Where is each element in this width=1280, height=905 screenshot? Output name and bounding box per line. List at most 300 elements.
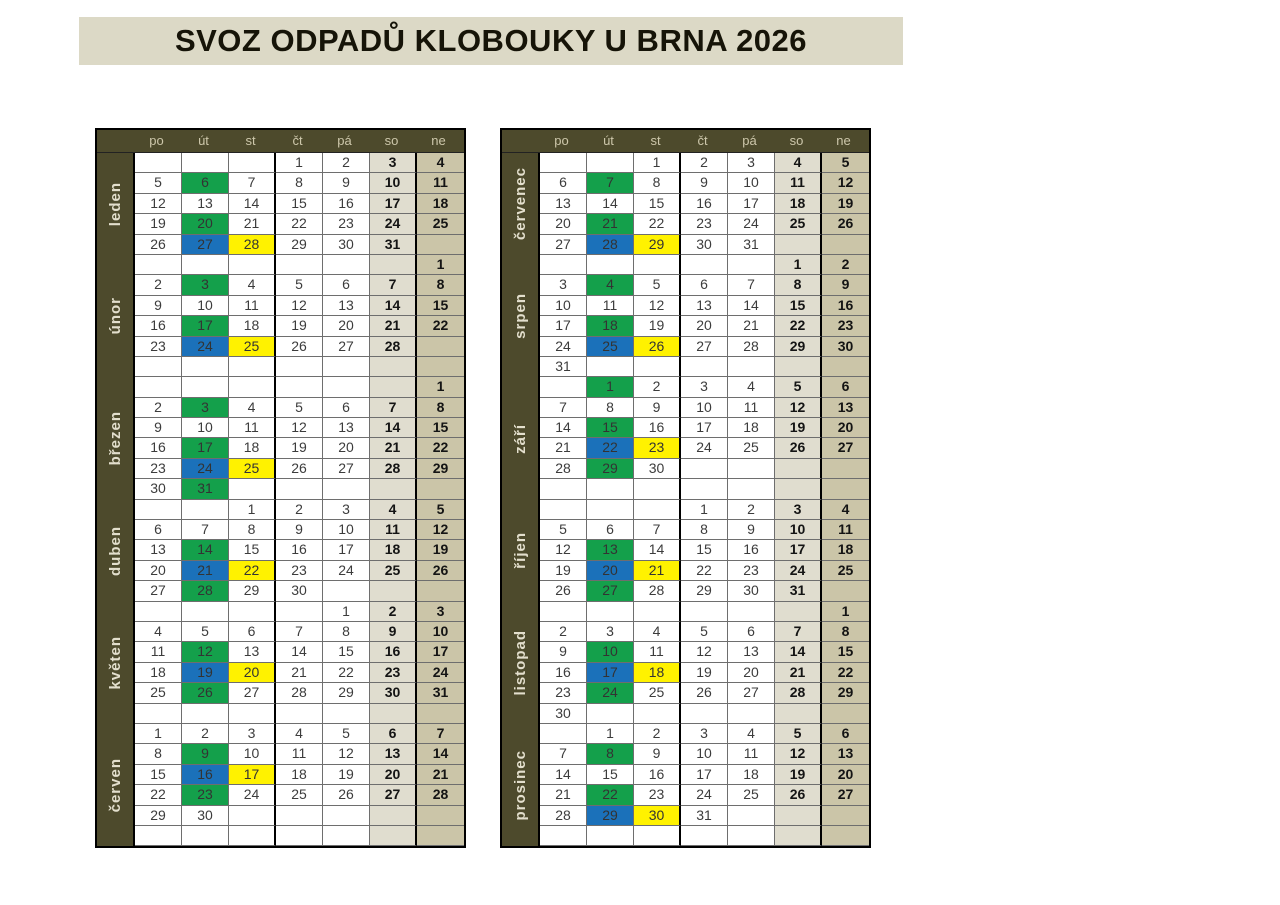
month-label: říjen	[511, 532, 529, 569]
day-cell	[728, 479, 775, 499]
day-cell: 6	[681, 275, 728, 295]
day-cell	[135, 255, 182, 275]
day-cell: 10	[370, 173, 417, 193]
day-cell: 10	[323, 520, 370, 540]
day-cell: 11	[276, 744, 323, 764]
day-cell: 20	[540, 214, 587, 234]
day-cell: 16	[634, 765, 681, 785]
day-cell: 28	[229, 235, 276, 255]
day-cell: 25	[822, 561, 869, 581]
day-cell	[634, 479, 681, 499]
day-cell: 23	[540, 683, 587, 703]
week-row	[135, 806, 464, 826]
day-cell: 23	[135, 337, 182, 357]
day-cell	[681, 479, 728, 499]
day-cell: 12	[135, 194, 182, 214]
day-cell	[229, 377, 276, 397]
day-cell: 11	[417, 173, 464, 193]
day-cell: 28	[540, 459, 587, 479]
day-cell: 10	[229, 744, 276, 764]
day-cell	[135, 704, 182, 724]
week-row	[135, 500, 464, 520]
day-cell: 9	[323, 173, 370, 193]
day-cell: 8	[634, 173, 681, 193]
day-cell	[775, 235, 822, 255]
day-cell	[587, 704, 634, 724]
day-cell: 12	[540, 540, 587, 560]
day-cell: 19	[775, 418, 822, 438]
day-cell: 9	[728, 520, 775, 540]
day-cell: 16	[135, 438, 182, 458]
day-cell: 13	[587, 540, 634, 560]
day-cell: 23	[135, 459, 182, 479]
day-cell: 15	[587, 765, 634, 785]
day-cell: 8	[587, 744, 634, 764]
day-cell: 14	[417, 744, 464, 764]
day-cell	[135, 500, 182, 520]
day-cell: 5	[182, 622, 229, 642]
weeks-grid	[538, 377, 869, 499]
week-row	[540, 459, 869, 479]
day-cell: 29	[681, 581, 728, 601]
day-cell: 10	[728, 173, 775, 193]
week-row	[135, 724, 464, 744]
day-cell: 3	[229, 724, 276, 744]
day-cell	[540, 500, 587, 520]
day-cell: 16	[822, 296, 869, 316]
day-cell: 7	[775, 622, 822, 642]
day-cell: 17	[728, 194, 775, 214]
week-row	[540, 296, 869, 316]
day-cell: 3	[775, 500, 822, 520]
weekday-header: st	[245, 133, 256, 148]
day-cell: 13	[681, 296, 728, 316]
day-cell: 8	[229, 520, 276, 540]
day-cell: 7	[540, 398, 587, 418]
week-row	[135, 316, 464, 336]
day-cell: 26	[323, 785, 370, 805]
month-row-group	[97, 153, 464, 255]
day-cell: 8	[417, 398, 464, 418]
day-cell: 26	[775, 785, 822, 805]
day-cell: 23	[634, 438, 681, 458]
week-row	[135, 663, 464, 683]
day-cell: 7	[370, 275, 417, 295]
day-cell: 3	[182, 398, 229, 418]
day-cell: 28	[276, 683, 323, 703]
week-row	[540, 377, 869, 397]
day-cell: 21	[370, 316, 417, 336]
day-cell: 21	[775, 663, 822, 683]
day-cell: 2	[182, 724, 229, 744]
day-cell: 30	[323, 235, 370, 255]
day-cell: 26	[276, 337, 323, 357]
day-cell: 12	[634, 296, 681, 316]
day-cell: 10	[540, 296, 587, 316]
day-cell: 6	[323, 275, 370, 295]
day-cell: 9	[634, 744, 681, 764]
day-cell: 4	[728, 377, 775, 397]
day-cell	[417, 806, 464, 826]
day-cell	[681, 357, 728, 377]
week-row	[135, 357, 464, 377]
page-title: SVOZ ODPADŮ KLOBOUKY U BRNA 2026	[174, 23, 808, 58]
weekday-header: ne	[836, 133, 851, 148]
day-cell: 26	[182, 683, 229, 703]
month-row-group	[97, 255, 464, 377]
day-cell	[323, 806, 370, 826]
week-row	[135, 459, 464, 479]
day-cell: 16	[681, 194, 728, 214]
day-cell: 25	[417, 214, 464, 234]
day-cell: 9	[135, 418, 182, 438]
month-label: leden	[106, 181, 124, 227]
day-cell	[229, 255, 276, 275]
week-row	[135, 337, 464, 357]
day-cell: 5	[276, 275, 323, 295]
day-cell	[370, 377, 417, 397]
month-row-group	[502, 724, 869, 846]
day-cell: 23	[681, 214, 728, 234]
day-cell: 12	[276, 418, 323, 438]
day-cell: 5	[135, 173, 182, 193]
day-cell	[540, 479, 587, 499]
day-cell: 7	[417, 724, 464, 744]
day-cell: 16	[182, 765, 229, 785]
day-cell: 26	[417, 561, 464, 581]
weeks-grid	[538, 724, 869, 846]
day-cell: 21	[276, 663, 323, 683]
day-cell: 11	[229, 296, 276, 316]
day-cell	[276, 704, 323, 724]
day-cell: 12	[775, 398, 822, 418]
weekday-header: út	[603, 133, 614, 148]
day-cell: 30	[681, 235, 728, 255]
month-sidebar	[502, 500, 538, 602]
day-cell	[775, 479, 822, 499]
day-cell	[370, 479, 417, 499]
day-cell: 24	[681, 438, 728, 458]
week-row	[540, 153, 869, 173]
week-row	[135, 602, 464, 622]
week-row	[540, 622, 869, 642]
week-row	[540, 479, 869, 499]
day-cell: 22	[229, 561, 276, 581]
day-cell	[182, 377, 229, 397]
month-label: prosinec	[511, 749, 529, 821]
day-cell: 29	[587, 806, 634, 826]
day-cell: 13	[323, 418, 370, 438]
day-cell: 23	[182, 785, 229, 805]
month-label: květen	[106, 636, 124, 690]
week-row	[135, 826, 464, 846]
day-cell	[370, 826, 417, 846]
day-cell: 12	[182, 642, 229, 662]
day-cell	[182, 704, 229, 724]
week-row	[540, 724, 869, 744]
day-cell: 15	[229, 540, 276, 560]
month-label: červenec	[511, 167, 529, 241]
day-cell: 30	[822, 337, 869, 357]
day-cell: 30	[728, 581, 775, 601]
day-cell	[587, 602, 634, 622]
day-cell: 2	[276, 500, 323, 520]
month-sidebar	[97, 602, 133, 724]
day-cell: 26	[681, 683, 728, 703]
month-sidebar	[97, 724, 133, 846]
day-cell: 29	[775, 337, 822, 357]
day-cell: 25	[229, 337, 276, 357]
day-cell	[728, 806, 775, 826]
day-cell	[681, 826, 728, 846]
day-cell	[775, 806, 822, 826]
month-sidebar	[502, 602, 538, 724]
week-row	[540, 316, 869, 336]
day-cell: 27	[540, 235, 587, 255]
day-cell	[822, 235, 869, 255]
day-cell	[587, 826, 634, 846]
day-cell	[182, 357, 229, 377]
month-row-group	[502, 602, 869, 724]
day-cell: 7	[587, 173, 634, 193]
calendar-corner	[97, 130, 133, 152]
weeks-grid	[133, 377, 464, 499]
day-cell	[276, 479, 323, 499]
day-cell: 6	[182, 173, 229, 193]
day-cell	[135, 377, 182, 397]
day-cell: 24	[370, 214, 417, 234]
day-cell: 1	[587, 377, 634, 397]
day-cell: 5	[775, 377, 822, 397]
day-cell: 29	[822, 683, 869, 703]
week-row	[540, 581, 869, 601]
day-cell	[276, 255, 323, 275]
day-cell	[728, 357, 775, 377]
week-row	[135, 275, 464, 295]
day-cell: 11	[370, 520, 417, 540]
day-cell: 25	[276, 785, 323, 805]
day-cell	[634, 704, 681, 724]
week-row	[540, 602, 869, 622]
week-row	[540, 744, 869, 764]
month-row-group	[97, 377, 464, 499]
week-row	[135, 153, 464, 173]
day-cell: 19	[135, 214, 182, 234]
day-cell: 24	[587, 683, 634, 703]
day-cell: 15	[775, 296, 822, 316]
day-cell	[775, 602, 822, 622]
day-cell: 14	[587, 194, 634, 214]
day-cell: 26	[775, 438, 822, 458]
day-cell	[728, 255, 775, 275]
day-cell	[276, 602, 323, 622]
day-cell: 28	[417, 785, 464, 805]
month-row-group	[502, 500, 869, 602]
week-row	[135, 296, 464, 316]
day-cell: 19	[681, 663, 728, 683]
day-cell: 4	[229, 275, 276, 295]
day-cell: 24	[417, 663, 464, 683]
day-cell	[775, 704, 822, 724]
day-cell: 23	[822, 316, 869, 336]
month-label: září	[511, 423, 529, 454]
day-cell: 3	[681, 724, 728, 744]
weeks-grid	[133, 602, 464, 724]
day-cell: 27	[370, 785, 417, 805]
day-cell	[323, 826, 370, 846]
day-cell: 14	[775, 642, 822, 662]
day-cell: 1	[634, 153, 681, 173]
day-cell: 12	[323, 744, 370, 764]
day-cell: 6	[229, 622, 276, 642]
day-cell	[728, 704, 775, 724]
day-cell: 9	[634, 398, 681, 418]
day-cell: 23	[634, 785, 681, 805]
day-cell	[323, 377, 370, 397]
day-cell: 25	[229, 459, 276, 479]
day-cell: 20	[229, 663, 276, 683]
day-cell: 10	[587, 642, 634, 662]
day-cell: 7	[370, 398, 417, 418]
day-cell: 21	[587, 214, 634, 234]
day-cell: 21	[182, 561, 229, 581]
day-cell: 12	[276, 296, 323, 316]
day-cell: 31	[182, 479, 229, 499]
day-cell: 8	[822, 622, 869, 642]
day-cell	[135, 826, 182, 846]
week-row	[540, 173, 869, 193]
day-cell	[587, 500, 634, 520]
day-cell: 21	[417, 765, 464, 785]
day-cell: 14	[634, 540, 681, 560]
month-sidebar	[502, 377, 538, 499]
day-cell: 17	[775, 540, 822, 560]
day-cell	[182, 153, 229, 173]
day-cell: 12	[775, 744, 822, 764]
day-cell: 3	[681, 377, 728, 397]
month-label: červen	[106, 757, 124, 813]
day-cell: 24	[728, 214, 775, 234]
day-cell: 3	[540, 275, 587, 295]
day-cell	[417, 479, 464, 499]
week-row	[135, 622, 464, 642]
day-cell	[417, 581, 464, 601]
day-cell: 13	[370, 744, 417, 764]
weekday-header: pá	[742, 133, 757, 148]
day-cell: 27	[229, 683, 276, 703]
day-cell: 6	[135, 520, 182, 540]
day-cell: 19	[540, 561, 587, 581]
day-cell	[822, 704, 869, 724]
day-cell	[135, 357, 182, 377]
day-cell	[775, 357, 822, 377]
week-row	[540, 704, 869, 724]
day-cell: 14	[540, 765, 587, 785]
day-cell: 26	[540, 581, 587, 601]
day-cell	[276, 826, 323, 846]
week-row	[135, 744, 464, 764]
day-cell: 5	[681, 622, 728, 642]
week-row	[540, 561, 869, 581]
day-cell: 31	[681, 806, 728, 826]
day-cell: 14	[182, 540, 229, 560]
month-sidebar	[97, 377, 133, 499]
day-cell: 14	[540, 418, 587, 438]
day-cell	[775, 826, 822, 846]
day-cell: 21	[540, 438, 587, 458]
day-cell: 11	[822, 520, 869, 540]
week-row	[540, 765, 869, 785]
day-cell: 2	[728, 500, 775, 520]
day-cell	[822, 826, 869, 846]
day-cell: 10	[681, 398, 728, 418]
day-cell: 28	[775, 683, 822, 703]
day-cell: 4	[775, 153, 822, 173]
week-row	[135, 704, 464, 724]
day-cell: 1	[229, 500, 276, 520]
day-cell: 29	[229, 581, 276, 601]
day-cell: 7	[229, 173, 276, 193]
day-cell: 13	[540, 194, 587, 214]
day-cell: 27	[681, 337, 728, 357]
day-cell: 2	[135, 398, 182, 418]
day-cell: 4	[370, 500, 417, 520]
day-cell	[681, 255, 728, 275]
day-cell: 18	[728, 418, 775, 438]
day-cell: 8	[276, 173, 323, 193]
day-cell	[681, 602, 728, 622]
day-cell: 1	[135, 724, 182, 744]
day-cell: 11	[229, 418, 276, 438]
day-cell: 1	[587, 724, 634, 744]
title-bar	[79, 17, 903, 65]
day-cell: 11	[728, 398, 775, 418]
day-cell: 16	[728, 540, 775, 560]
month-row-group	[502, 377, 869, 499]
day-cell: 17	[182, 438, 229, 458]
day-cell: 24	[540, 337, 587, 357]
day-cell: 18	[634, 663, 681, 683]
week-row	[135, 173, 464, 193]
day-cell: 19	[276, 316, 323, 336]
day-cell: 24	[681, 785, 728, 805]
day-cell: 13	[728, 642, 775, 662]
day-cell: 3	[728, 153, 775, 173]
day-cell	[135, 153, 182, 173]
day-cell: 17	[417, 642, 464, 662]
day-cell	[634, 255, 681, 275]
day-cell: 17	[681, 418, 728, 438]
day-cell: 6	[822, 377, 869, 397]
month-label: únor	[106, 297, 124, 335]
day-cell: 20	[822, 418, 869, 438]
week-row	[540, 683, 869, 703]
day-cell: 8	[681, 520, 728, 540]
day-cell: 25	[728, 785, 775, 805]
week-row	[135, 520, 464, 540]
weeks-grid	[538, 153, 869, 255]
day-cell: 14	[370, 418, 417, 438]
month-sidebar	[502, 724, 538, 846]
week-row	[540, 663, 869, 683]
day-cell: 9	[135, 296, 182, 316]
day-cell: 17	[370, 194, 417, 214]
day-cell: 8	[587, 398, 634, 418]
day-cell	[229, 479, 276, 499]
day-cell: 25	[775, 214, 822, 234]
day-cell: 28	[370, 459, 417, 479]
day-cell	[182, 255, 229, 275]
